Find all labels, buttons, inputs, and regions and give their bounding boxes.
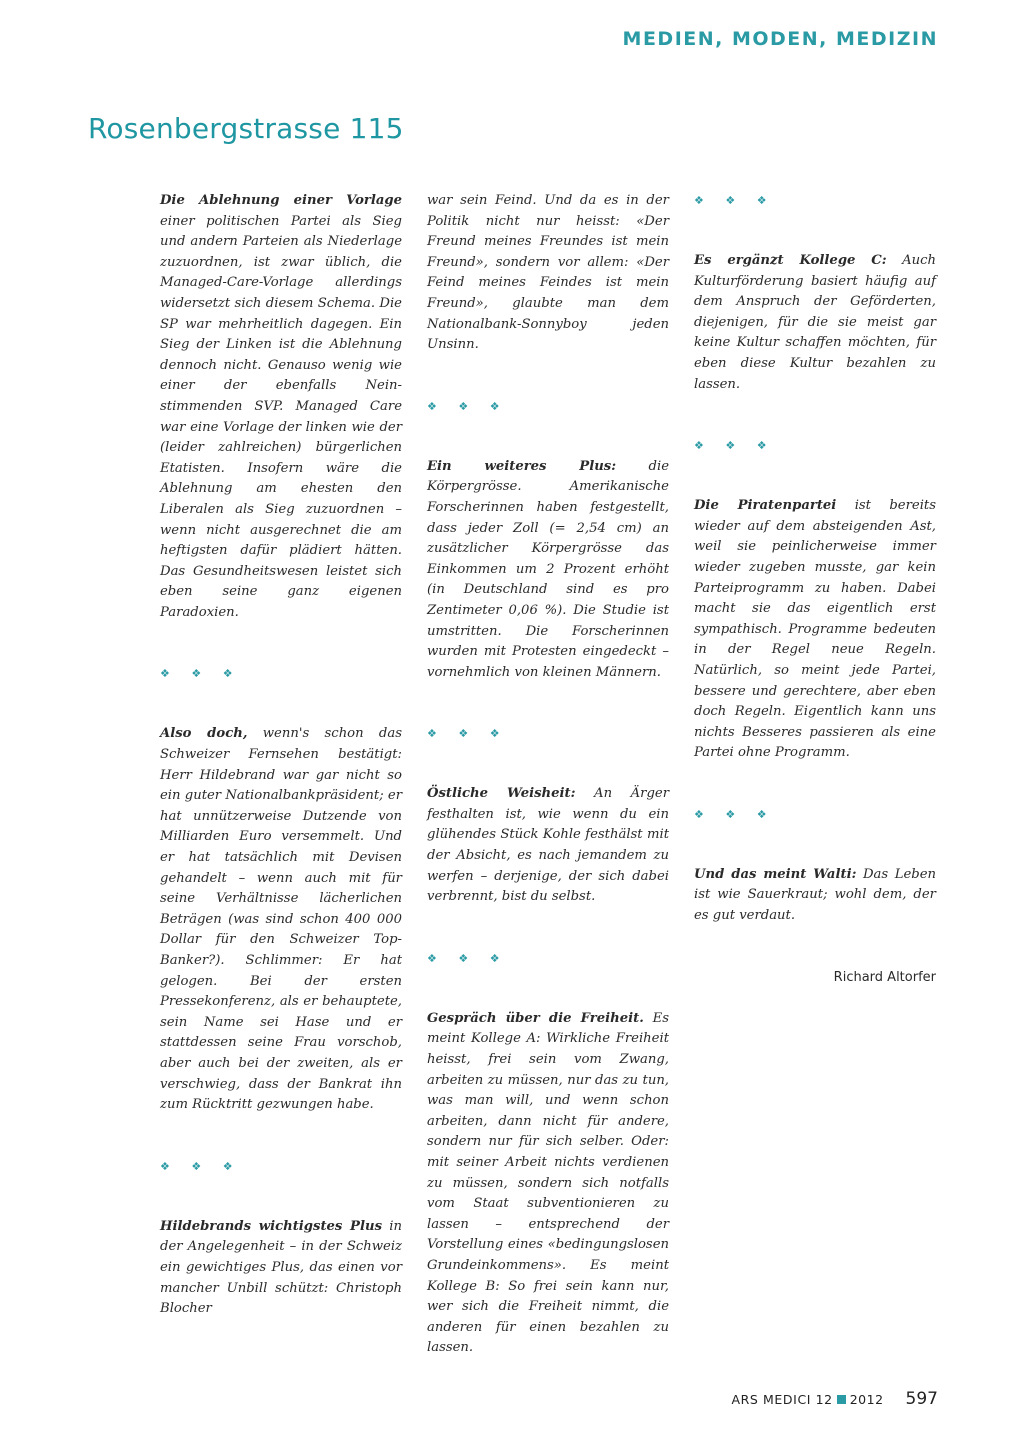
paragraph	[160, 724, 402, 1115]
paragraph	[694, 865, 936, 927]
paragraph-text: Es meint Kollege A: Wirkliche Freiheit heisst, frei sein vom Zwang, arbeiten zu müssen, nur das zu tun, was man will, und wenn schon arbeiten, dann nicht für andere, sondern nur für sich selber. Oder: mit seiner Arbeit nichts verdienen zu müssen, sondern sich notfalls vom Staat subventionieren zu lassen – entsprechend der Vorstellung eines «bedingungslosen Grundeinkommens». Es meint Kollege B: So frei sein kann nur, wer sich die Freiheit nimmt, die anderen für einen bezahlen zu lassen.	[427, 1010, 669, 1356]
paragraph	[160, 1217, 402, 1320]
paragraph-lead: Also doch,	[160, 726, 248, 742]
column-3	[694, 191, 936, 988]
paragraph-text: war sein Feind. Und da es in der Politik nicht nur heisst: «Der Freund meines Freundes ist mein Freund», sondern vor allem: «Der Feind meines Feindes ist mein Freund», glaubte man dem Nationalbank-Sonnyboy jeden Unsinn.	[427, 193, 669, 353]
paragraph	[427, 457, 669, 684]
paragraph-text: Das Leben ist wie Sauerkraut; wohl dem, der es gut verdaut.	[694, 866, 937, 924]
journal-year: 2012	[849, 1392, 884, 1407]
separator-ornament: ❖ ❖ ❖	[694, 807, 776, 821]
column-2	[427, 191, 669, 1359]
page-number: 597	[905, 1389, 938, 1409]
section-label: MEDIEN, MODEN, MEDIZIN	[622, 28, 938, 50]
paragraph-lead: Es ergänzt Kollege C:	[694, 253, 887, 268]
paragraph-text: An Ärger festhalten ist, wie wenn du ein glühendes Stück Kohle festhälst mit der Absicht, es nach jemandem zu werfen – derjenige, der sich dabei verbrennt, bist du selbst.	[427, 786, 669, 905]
separator-ornament: ❖ ❖ ❖	[694, 194, 776, 207]
page-title: Rosenbergstrasse 115	[88, 112, 404, 145]
paragraph	[160, 191, 402, 623]
column-1	[160, 191, 402, 1320]
separator-ornament: ❖ ❖ ❖	[427, 399, 509, 413]
journal-name: ARS MEDICI 12	[731, 1392, 833, 1407]
paragraph-lead: Ein weiteres Plus:	[427, 458, 617, 474]
separator-ornament: ❖ ❖ ❖	[694, 439, 776, 453]
paragraph-text: die Körpergrösse. Amerikanische Forscherinnen haben festgestellt, dass jeder Zoll (= 2,54 cm) an zusätzlicher Körpergrösse das Einkommen um 2 Prozent erhöht (in Deutschland sind es pro Zentimeter 0,06 %). Die Studie ist umstritten. Die Forscherinnen wurden mit Protesten eingedeckt – vornehmlich von kleinen Männern.	[427, 458, 669, 680]
paragraph-lead: Und das meint Walti:	[694, 866, 857, 882]
paragraph	[427, 1009, 669, 1359]
paragraph-lead: Die Ablehnung einer Vorlage	[160, 193, 402, 208]
paragraph-text: in der Angelegenheit – in der Schweiz ein gewichtiges Plus, das einen vor mancher Unbill schützt: Christoph Blocher	[160, 1218, 403, 1317]
paragraph-text: Auch Kulturförderung basiert häufig auf dem Anspruch der Geförderten, diejenigen, für die sie meist gar keine Kultur schaffen möchten, für eben diese Kultur bezahlen zu lassen.	[694, 253, 937, 392]
page-footer	[732, 1389, 939, 1409]
paragraph-lead: Die Piratenpartei	[694, 498, 837, 514]
paragraph	[427, 784, 669, 908]
paragraph	[694, 251, 936, 395]
separator-ornament: ❖ ❖ ❖	[427, 727, 509, 741]
square-icon	[837, 1395, 846, 1404]
author-signature: Richard Altorfer	[833, 969, 936, 985]
paragraph-lead: Östliche Weisheit:	[427, 786, 576, 802]
paragraph-text: einer politischen Partei als Sieg und andern Parteien als Niederlage zuzuordnen, ist zwar üblich, die Managed-Care-Vorlage allerdings widersetzt sich diesem Schema. Die SP war mehrheitlich dagegen. Ein Sieg der Linken ist die Ablehnung dennoch nicht. Genauso wenig wie einer der ebenfalls Nein-stimmenden SVP. Managed Care war eine Vorlage der linken wie der (leider zahlreichen) bürgerlichen Etatisten. Insofern wäre die Ablehnung am ehesten den Liberalen als Sieg zuzuordnen – wenn nicht ausgerechnet die am heftigsten dafür plädiert hätten. Das Gesundheitswesen leistet sich eben seine ganz eigenen Paradoxien.	[160, 213, 402, 620]
separator-ornament: ❖ ❖ ❖	[427, 951, 509, 965]
separator-ornament: ❖ ❖ ❖	[160, 667, 242, 681]
separator-ornament: ❖ ❖ ❖	[160, 1159, 242, 1173]
paragraph-lead: Hildebrands wichtigstes Plus	[160, 1218, 382, 1234]
paragraph	[694, 496, 936, 764]
paragraph	[427, 191, 669, 356]
paragraph-lead: Gespräch über die Freiheit.	[427, 1010, 644, 1026]
paragraph-text: ist bereits wieder auf dem absteigenden Ast, weil sie peinlicherweise immer wieder zugeben musste, gar kein Parteiprogramm zu haben. Dabei macht sie das eigentlich erst sympathisch. Programme bedeuten in der Regel neue Regeln. Natürlich, so meint jede Partei, bessere und gerechtere, aber eben doch Regeln. Eigentlich kann uns nichts Besseres passieren als eine Partei ohne Programm.	[694, 498, 936, 761]
paragraph-text: wenn's schon das Schweizer Fernsehen bestätigt: Herr Hildebrand war gar nicht so ein guter Nationalbankpräsident; er hat unnützerweise Dutzende von Milliarden Euro versemmelt. Und er hat tatsächlich mit Devisen gehandelt – wenn auch mit für seine Verhältnisse lächerlichen Beträgen (was sind schon 400 000 Dollar für den Schweizer Top-Banker?). Schlimmer: Er hat gelogen. Bei der ersten Pressekonferenz, als er behauptete, sein Name sei Hase und er stattdessen seine Frau vorschob, aber auch bei der zweiten, als er verschwieg, dass der Bankrat ihn zum Rücktritt gezwungen habe.	[160, 726, 403, 1113]
